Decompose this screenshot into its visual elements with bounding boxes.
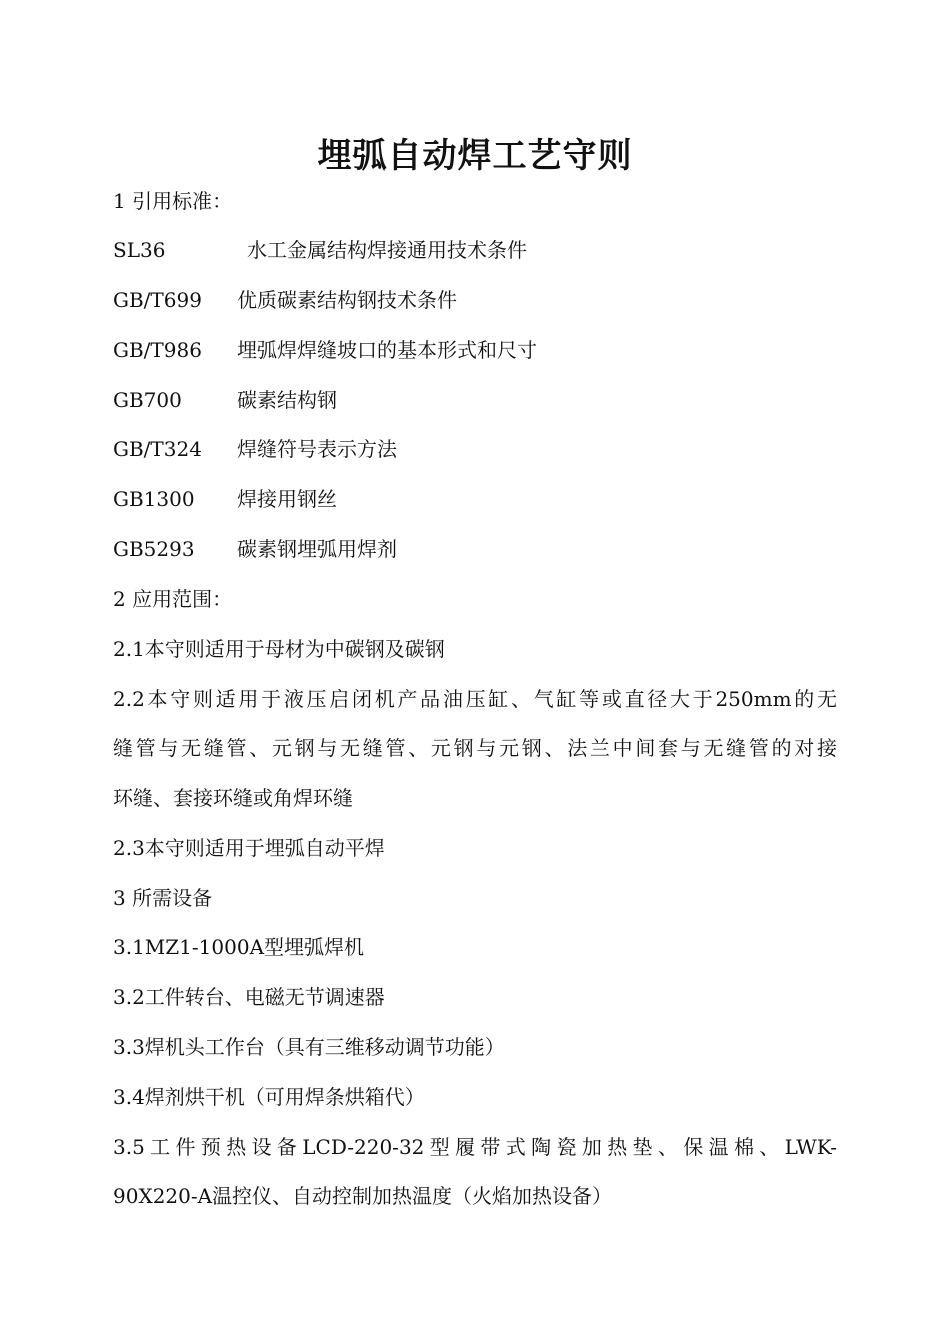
standard-row [113, 286, 457, 314]
standard-name: 水工金属结构焊接通用技术条件 [247, 238, 527, 262]
paragraph-3-5-line-1: 3.5工件预热设备LCD-220-32型履带式陶瓷加热垫、保温棉、LWK- [113, 1135, 837, 1159]
paragraph-3-2: 3.2工件转台、电磁无节调速器 [113, 985, 385, 1009]
paragraph-2-2-line-3: 环缝、套接环缝或角焊环缝 [113, 786, 353, 810]
standard-row [113, 485, 337, 513]
standard-row [113, 386, 337, 414]
standard-name: 优质碳素结构钢技术条件 [237, 288, 457, 312]
standard-code: GB700 [113, 388, 182, 412]
paragraph-2-3: 2.3本守则适用于埋弧自动平焊 [113, 836, 385, 860]
standard-name: 碳素钢埋弧用焊剂 [237, 537, 397, 561]
standard-row [113, 535, 397, 563]
standard-code: GB/T324 [113, 437, 202, 461]
paragraph-2-1: 2.1本守则适用于母材为中碳钢及碳钢 [113, 637, 445, 661]
standard-row [113, 435, 397, 463]
standard-row [113, 236, 527, 264]
standard-code: SL36 [113, 238, 166, 262]
standard-row [113, 336, 537, 364]
paragraph-3-3: 3.3焊机头工作台（具有三维移动调节功能） [113, 1035, 505, 1059]
standard-name: 焊接用钢丝 [237, 487, 337, 511]
standard-code: GB5293 [113, 537, 195, 561]
section-2-heading: 2 应用范围： [113, 587, 233, 611]
paragraph-2-2-line-1: 2.2本守则适用于液压启闭机产品油压缸、气缸等或直径大于250mm的无 [113, 687, 837, 711]
standard-code: GB1300 [113, 487, 195, 511]
standard-name: 碳素结构钢 [237, 388, 337, 412]
section-1-heading: 1 引用标准： [113, 189, 233, 213]
section-3-heading: 3 所需设备 [113, 886, 213, 910]
paragraph-3-5-line-2: 90X220-A温控仪、自动控制加热温度（火焰加热设备） [113, 1184, 613, 1208]
paragraph-2-2-line-2: 缝管与无缝管、元钢与无缝管、元钢与元钢、法兰中间套与无缝管的对接 [113, 736, 837, 760]
paragraph-3-4: 3.4焊剂烘干机（可用焊条烘箱代） [113, 1085, 425, 1109]
page-title: 埋弧自动焊工艺守则 [317, 136, 633, 176]
standard-code: GB/T699 [113, 288, 202, 312]
paragraph-3-1: 3.1MZ1-1000A型埋弧焊机 [113, 935, 365, 959]
standard-name: 焊缝符号表示方法 [237, 437, 397, 461]
standard-name: 埋弧焊焊缝坡口的基本形式和尺寸 [237, 338, 537, 362]
standard-code: GB/T986 [113, 338, 202, 362]
